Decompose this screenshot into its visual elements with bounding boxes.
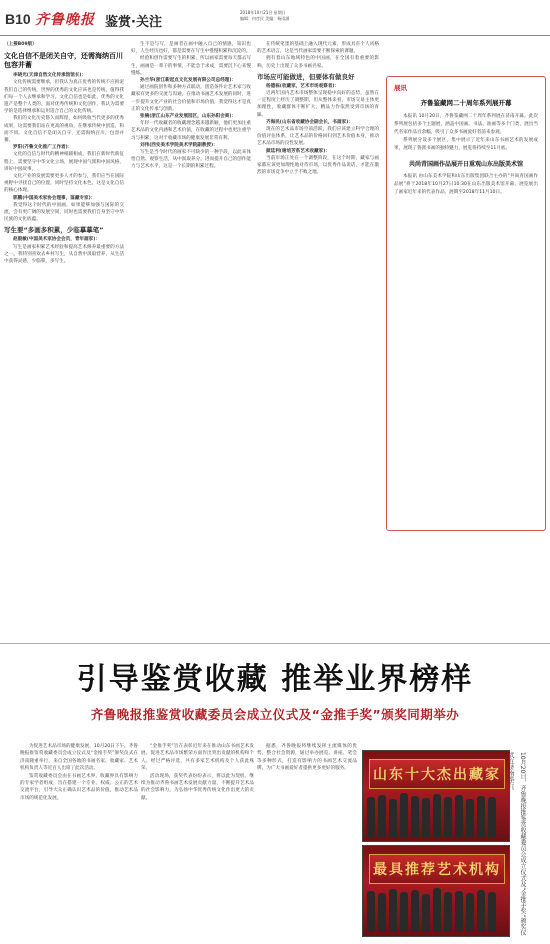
section-title: 鉴赏·关注 bbox=[105, 15, 162, 30]
event-photo-1 bbox=[362, 750, 510, 842]
paragraph: 系列展分设多个展区，集中展示了近年来山东书画艺术的发展成果，展现了鲁派书画的独特魅力，展览将持续至11月底。 bbox=[394, 138, 538, 151]
photo-people bbox=[367, 886, 507, 932]
paragraph: 我觉得这个时代的中国画，如果能够加强与国际的交流，会有更广阔的发展空间，同时也需要我们自身坚守中华民族的文化底蕴。 bbox=[4, 202, 124, 223]
author-line: 齐海民(山东省收藏协会副会长，书画家)： bbox=[266, 119, 353, 125]
paragraph: 写生是当今时代的画家不可缺少的一种手段，以此来体悟自然、观察生活，从中汲取养分，进而提升自己的创作能力与艺术水平，这是一个长期的积累过程。 bbox=[131, 150, 251, 170]
column-1 bbox=[4, 41, 124, 631]
paragraph: 在传统笔墨的基础上融入现代元素，形成具有个人风格的艺术语言，这是当代画家需要不断探索的课题。 bbox=[257, 42, 379, 55]
paragraph: 本报讯 10月20日，齐鲁鉴藏网二十周年系列展在济南开幕。此次系列展包括多个主题展，涵盖中国画、书法、油画等多个门类，展出当代名家作品百余幅，吸引了众多书画爱好者前来参观。 bbox=[394, 114, 538, 135]
author-line: 赵毅敏(中国美术家协会会员，青年画家)： bbox=[13, 237, 100, 243]
photo-people bbox=[367, 791, 507, 837]
photo-banner: 山东十大杰出藏家 bbox=[369, 759, 505, 789]
newspaper-logo: 齐鲁晚报 bbox=[35, 12, 95, 28]
paragraph: 本报讯 由山东美术学院和山东出版集团联合主办的“共尚青国画作品展”将于2018年10月27日10:30在山东出版美术馆开幕，展览展出了画家近年来的代表作品，展期至2018年11月10日。 bbox=[394, 174, 538, 195]
author-line: 颜廷利(谢培芳系艺术收藏家)： bbox=[266, 148, 330, 154]
paragraph: 生不是与写，是画者在画中融入自己的情感，知识也好，人生经历也好，都是需要在写生中慢慢积累和沉淀的。 bbox=[131, 42, 251, 55]
column-1-subtitle: 写生要“多画多积累，少临摹摹笔” bbox=[4, 226, 104, 235]
author-line: 刘伟(西安美术学院美术学院副教授)： bbox=[140, 142, 218, 148]
page-number: B10 bbox=[5, 11, 31, 27]
main-subheadline: 齐鲁晚报推鉴赏收藏委员会成立仪式及“金推手奖”颁奖同期举办 bbox=[90, 707, 460, 722]
author-line: 罗阳(齐鲁文化推广工作者)： bbox=[13, 145, 73, 151]
column-3 bbox=[257, 41, 379, 631]
author-line: 郭鹏(中国美术家协会理事，鉴藏专家)： bbox=[13, 195, 96, 201]
news-sidebar bbox=[386, 76, 546, 531]
issue-date: 2018年10月21日 星期日 bbox=[240, 10, 286, 15]
upper-section bbox=[0, 36, 550, 636]
article-column-2 bbox=[141, 743, 254, 933]
photo-caption: 10月20日，齐鲁晚报推鉴赏收藏委员会成立仪式及“金推手奖”颁奖仪式在济南举行。 bbox=[507, 752, 526, 936]
paragraph: 鉴赏收藏委员会由在书画艺术界、收藏界具有影响力的专家学者组成，旨在搭建一个专业、权威、公正的艺术交流平台，引导大众正确认识艺术品的价值，推动艺术品市场的规范化发展。 bbox=[20, 773, 138, 801]
sidebar-title: 齐鲁鉴藏网二十周年系列展开幕 bbox=[420, 99, 512, 107]
column-1-title: 文化自信不是闭关自守，还需海纳百川包容并蓄 bbox=[4, 52, 123, 70]
author-line: 杨德栋(收藏家，艺术市场观察者)： bbox=[266, 83, 340, 89]
paragraph: 写生是画家积累艺术经验和提高艺术修养最重要的方法之一。我特别喜欢去乡村写生，从自然中汲取营养，从生活中获得灵感，少临摹，多写生。 bbox=[4, 244, 124, 265]
paragraph: 据悉，齐鲁晚报将继续发挥主流媒体的优势，整合社会资源，通过举办展览、讲座、笔会等多种形式，打造有影响力的书画艺术交流品牌，为广大书画爱好者提供更多更好的服务。 bbox=[257, 744, 357, 772]
paragraph: 活动现场，获奖代表纷纷表示，将以此为契机，继续为推动齐鲁书画艺术发展贡献力量，不断提升艺术品的社会影响力，为弘扬中华优秀传统文化作出更大的贡献。 bbox=[141, 773, 254, 801]
sidebar-tag: 展讯 bbox=[394, 84, 407, 92]
paragraph: 拥有着山东地域特色的中国画，在全国有着重要的影响，历史上出现了众多书画名家。 bbox=[257, 56, 379, 69]
page-header bbox=[0, 0, 550, 36]
author-line: 孙兰华(浙江新起点文化发展有限公司总经理)： bbox=[140, 78, 237, 84]
photo-banner: 最具推荐艺术机构 bbox=[369, 854, 505, 884]
continued-note: （上接B09版） bbox=[4, 42, 37, 47]
article-column-3 bbox=[257, 743, 357, 933]
issue-editors: 编辑：何彦民 美编：杨雨涵 bbox=[240, 16, 290, 21]
paragraph: 经验和创作需要写生的积累，所以画家需要每天都去写生，画画是一辈子的事情，不能急于求成，需要沉下心来慢慢练。 bbox=[131, 56, 251, 76]
article-column-1 bbox=[20, 743, 138, 933]
paragraph: 文化传统需要继承，但我认为真正优秀的传统不应拘泥我们自己的传统，世界的优秀的文化应该也是传统，值得我们每一个人去继承和学习。文化自信也是如此，优秀的文化遗产是整个人类的，面对优秀传统和文化创作，我认为需要学的是选择继承和运用适合自己的文化传统。 bbox=[4, 80, 124, 115]
paragraph: 当前市场正处在一个调整阶段，在这个时期，藏家与画家都应该更加理性地对待市场，以优秀作品说话，才能在激烈的市场竞争中立于不败之地。 bbox=[257, 155, 379, 176]
section-divider bbox=[0, 643, 550, 644]
paragraph: 文化产业的发展需要更多人才的参与，我们应当在国际视野中寻找自己的位置，同时坚持文化本色，这是文化自信的核心体现。 bbox=[4, 174, 124, 194]
sidebar-subtitle: 共尚青国画作品展开日重观山东出版美术馆 bbox=[408, 161, 523, 168]
column-2 bbox=[131, 41, 251, 631]
paragraph: 文化的自信与时代的精神相辅相成，我们在新时代新征程上，需要坚守中华文化立场，展现中国气派和中国风格，讲好中国故事。 bbox=[4, 152, 124, 172]
paragraph: 近两年国内艺术市场整体呈现稳中向好的态势，虽然在一定程度上经历了调整期，但从整体来看，市场交易主体更加理性，收藏群体不断扩大，精品力作依然受到市场的青睐。 bbox=[257, 91, 379, 118]
paragraph: 年轻一代收藏者的收藏理念越来越新颖，他们更加注重艺术品的文化内涵和艺术价值，在收藏的过程中也更注重学习与积累，这对于收藏市场的健康发展非常有利。 bbox=[131, 121, 251, 141]
main-headline: 引导鉴赏收藏 推举业界榜样 bbox=[76, 662, 474, 697]
event-photo-2 bbox=[362, 845, 510, 937]
paragraph: 为促进艺术品市场的健康发展，10月20日下午，齐鲁晚报推鉴赏收藏委员会成立仪式及“金推手奖”颁奖仪式在济南隆重举行，来自全国各地的书画名家、收藏家、艺术机构负责人等近百人出席了此次活动。 bbox=[20, 744, 138, 772]
paragraph: “金推手奖”旨在表彰近年来在推动山东书画艺术发展、促进艺术品市场繁荣方面作出突出贡献的机构和个人。经过严格评选，共有多家艺术机构及个人获此殊荣。 bbox=[141, 744, 254, 772]
paragraph: 我们的文化历史悠久而辉煌，如何吸收当代更多的优秀成果，这需要我们站在更高的视角，在继承传统中创造，和而不同。文化自信不是闭关自守，还需海纳百川，包容并蓄。 bbox=[4, 116, 124, 144]
column-3-subtitle: 市场应可能做进，但要体有做良好 bbox=[257, 72, 355, 81]
issue-meta bbox=[240, 10, 289, 22]
author-line: 张楠(浙江山东产业发展园区，山东孙阳会商)： bbox=[140, 114, 237, 120]
author-line: 李晓光(天津自然文化传承馆馆长)： bbox=[13, 73, 87, 79]
paragraph: 通过画院创作和多种方式联动，创造条件让艺术家与收藏家有更多的交流与沟通，在推动书画艺术发展的同时，进一步提升文化产业的社会价值和市场价值，我觉得这才是真正的文化传承与创新。 bbox=[131, 85, 251, 112]
paragraph: 现在的艺术品市场空前活跃，我们应该建立科学合理的价值评估体系，让艺术品的价格回归到艺术价值本身，推动艺术品市场的良性发展。 bbox=[257, 127, 379, 147]
